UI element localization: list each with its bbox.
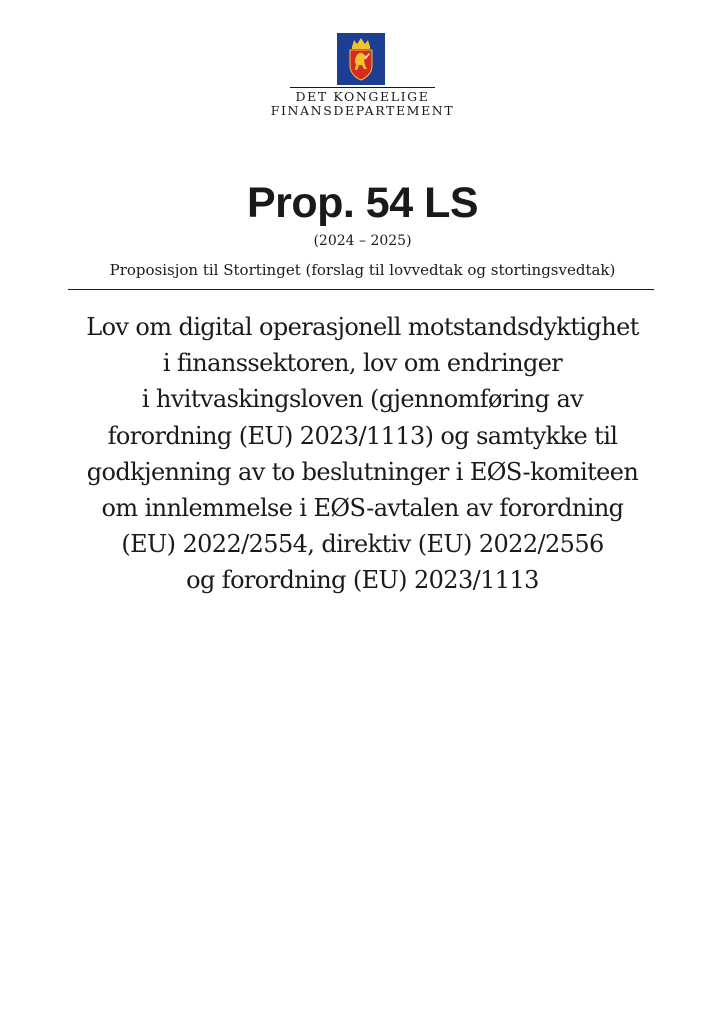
main-title-line: om innlemmelse i EØS-avtalen av forordning — [101, 494, 624, 523]
title-divider — [68, 289, 654, 290]
department-name-line2: FINANSDEPARTEMENT — [270, 103, 455, 118]
department-name-line1: DET KONGELIGE — [295, 89, 430, 104]
main-title-line: forordning (EU) 2023/1113) og samtykke til — [107, 421, 618, 450]
main-title — [40, 309, 685, 599]
session-years: (2024 – 2025) — [313, 233, 412, 249]
main-title-line: i finanssektoren, lov om endringer — [162, 349, 563, 378]
proposition-title: Prop. 54 LS — [246, 179, 479, 227]
main-title-line: i hvitvaskingsloven (gjennomføring av — [141, 385, 584, 414]
main-title-line: godkjenning av to beslutninger i EØS-komiteen — [86, 457, 639, 486]
main-title-line: Lov om digital operasjonell motstandsdyktighet — [86, 313, 639, 341]
department-divider — [290, 87, 435, 88]
proposition-subtitle: Proposisjon til Stortinget (forslag til lovvedtak og stortingsvedtak) — [109, 261, 616, 279]
main-title-line: (EU) 2022/2554, direktiv (EU) 2022/2556 — [121, 530, 604, 559]
norwegian-coat-of-arms-icon — [337, 33, 385, 85]
main-title-line: og forordning (EU) 2023/1113 — [186, 566, 539, 595]
